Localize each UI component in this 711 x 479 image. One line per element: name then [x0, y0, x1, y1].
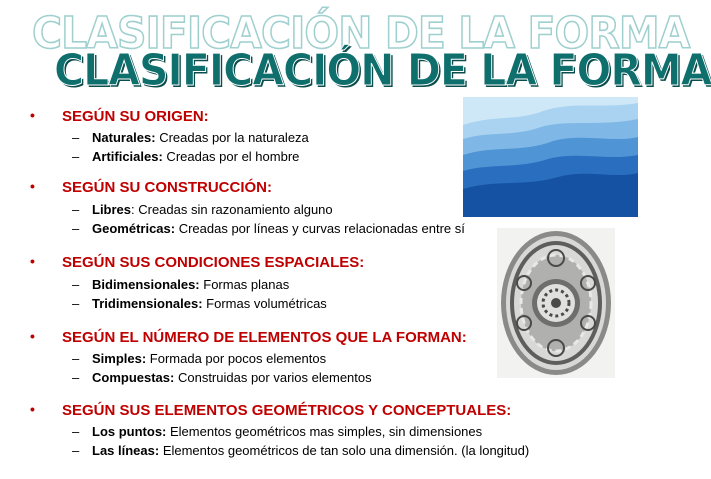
- dash-icon: –: [72, 130, 80, 145]
- ornament-image: [497, 228, 615, 378]
- item-desc: Creadas por el hombre: [162, 149, 300, 164]
- item-desc: Creadas por la naturaleza: [155, 130, 309, 145]
- bullet-icon: •: [30, 401, 35, 417]
- dash-icon: –: [72, 221, 80, 236]
- item-term: Naturales:: [92, 130, 156, 145]
- mountains-image: [463, 97, 638, 217]
- item-term: Compuestas:: [92, 370, 175, 385]
- dash-icon: –: [72, 149, 80, 164]
- bullet-icon: •: [30, 253, 35, 269]
- dash-icon: –: [72, 277, 80, 292]
- item-desc: Elementos geométricos de tan solo una dimensión. (la longitud): [159, 443, 530, 458]
- item-desc: Formas planas: [199, 277, 290, 292]
- dash-icon: –: [72, 296, 80, 311]
- title-area: [0, 0, 711, 100]
- item-term: Libres: [92, 202, 132, 217]
- item-term: Artificiales:: [92, 149, 163, 164]
- bullet-icon: •: [30, 178, 35, 194]
- dash-icon: –: [72, 202, 80, 217]
- item-term: Tridimensionales:: [92, 296, 203, 311]
- bullet-icon: •: [30, 107, 35, 123]
- dash-icon: –: [72, 443, 80, 458]
- dash-icon: –: [72, 351, 80, 366]
- item-term: Simples:: [92, 351, 147, 366]
- item-desc: Elementos geométricos mas simples, sin dimensiones: [166, 424, 483, 439]
- item-term: Los puntos:: [92, 424, 167, 439]
- item-desc: : Creadas sin razonamiento alguno: [131, 202, 333, 217]
- item-desc: Formas volumétricas: [202, 296, 327, 311]
- title-shadow: CLASIFICACIÓN DE LA FORMA: [32, 8, 690, 59]
- item-desc: Construidas por varios elementos: [174, 370, 372, 385]
- item-desc: Creadas por líneas y curvas relacionadas entre sí: [175, 221, 465, 236]
- item-term: Bidimensionales:: [92, 277, 200, 292]
- bullet-icon: •: [30, 328, 35, 344]
- dash-icon: –: [72, 424, 80, 439]
- item-term: Geométricas:: [92, 221, 176, 236]
- dash-icon: –: [72, 370, 80, 385]
- item-desc: Formada por pocos elementos: [146, 351, 327, 366]
- item-term: Las líneas:: [92, 443, 160, 458]
- page-title: CLASIFICACIÓN DE LA FORMA: [54, 45, 711, 96]
